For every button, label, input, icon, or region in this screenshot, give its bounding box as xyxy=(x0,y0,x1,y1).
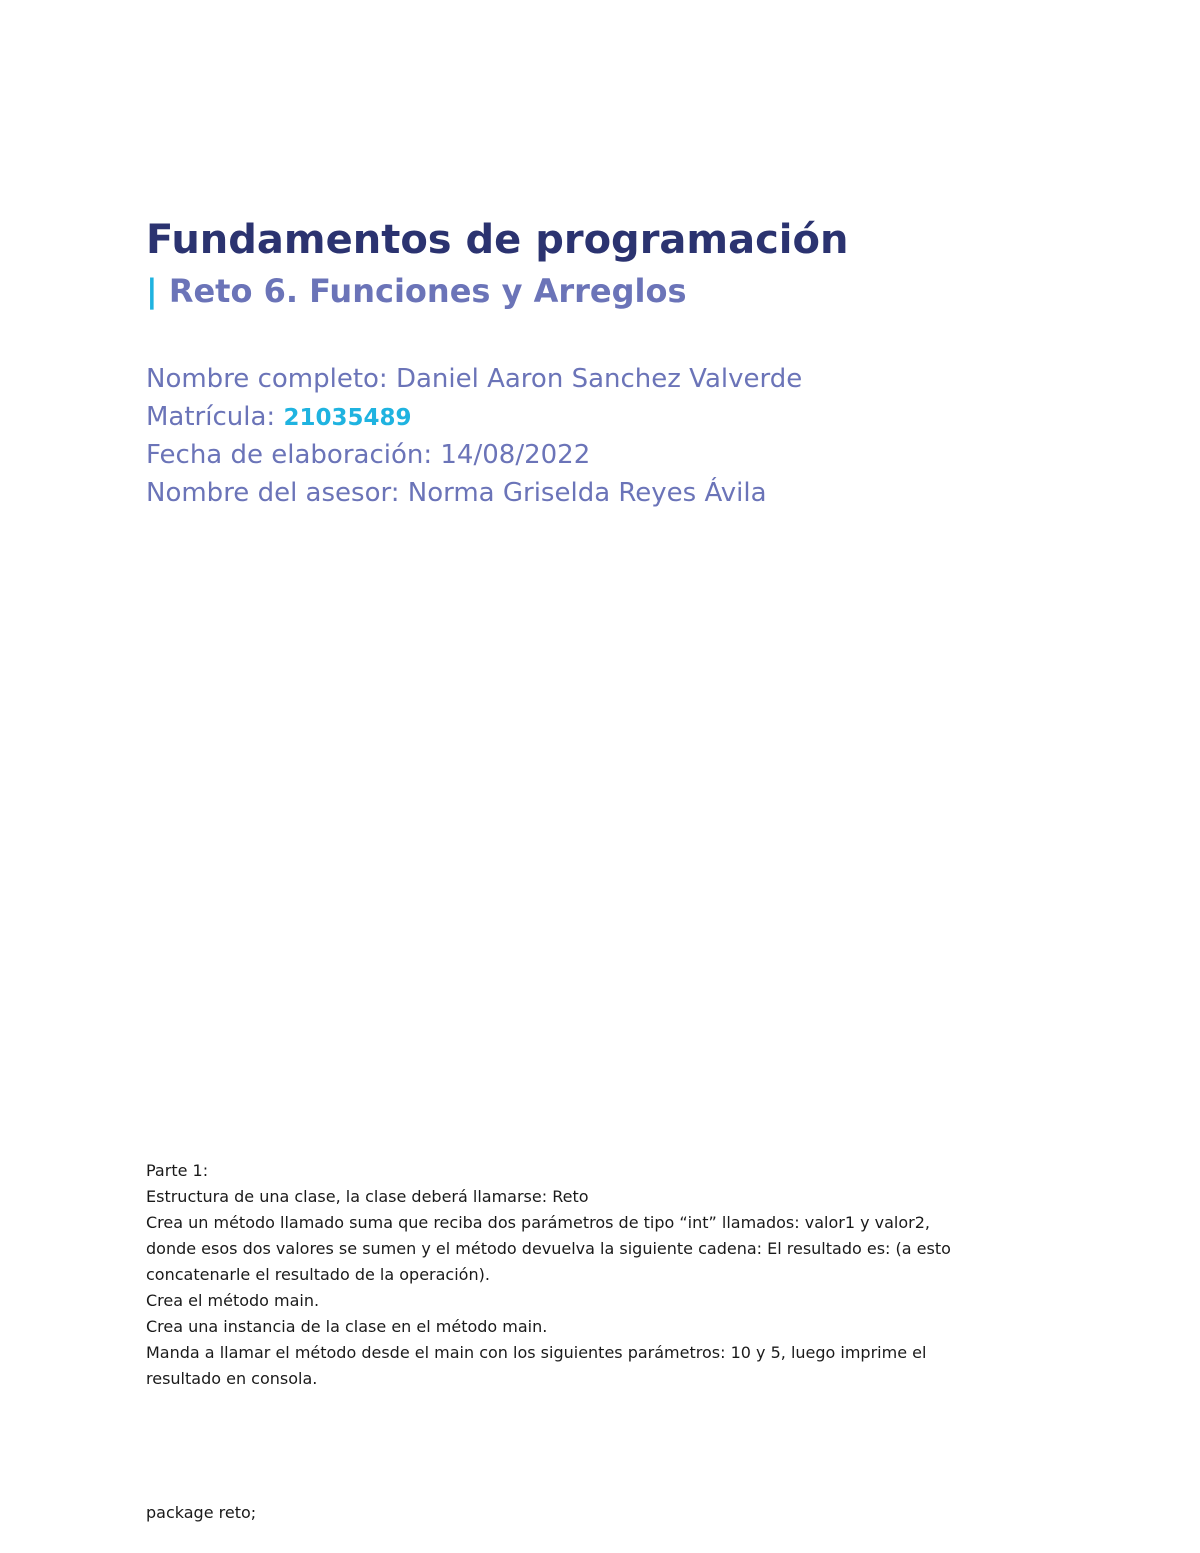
nombre-label: Nombre completo: xyxy=(146,364,388,394)
instruction-line: Crea una instancia de la clase en el método main. xyxy=(146,1317,548,1336)
asesor-label: Nombre del asesor: xyxy=(146,478,400,508)
page-subtitle xyxy=(146,268,687,314)
instructions xyxy=(146,1158,1026,1392)
nombre-value: Daniel Aaron Sanchez Valverde xyxy=(395,364,803,394)
instruction-line: Crea el método main. xyxy=(146,1291,320,1310)
matricula-line xyxy=(146,398,802,436)
subtitle-text: Reto 6. Funciones y Arreglos xyxy=(168,272,687,310)
subtitle-accent-bar: | xyxy=(146,272,158,310)
asesor-value: Norma Griselda Reyes Ávila xyxy=(407,478,767,508)
instruction-line: concatenarle el resultado de la operación). xyxy=(146,1265,490,1284)
code-first-line: package reto; xyxy=(146,1503,257,1522)
instruction-line: Parte 1: xyxy=(146,1161,209,1180)
student-info xyxy=(146,360,802,512)
instruction-line: resultado en consola. xyxy=(146,1369,318,1388)
matricula-label: Matrícula: xyxy=(146,402,276,432)
instruction-line: Crea un método llamado suma que reciba dos parámetros de tipo “int” llamados: valor1 y valor2, xyxy=(146,1213,930,1232)
fecha-value: 14/08/2022 xyxy=(440,440,591,470)
asesor-line xyxy=(146,474,802,512)
nombre-line xyxy=(146,360,802,398)
fecha-line xyxy=(146,436,802,474)
instruction-line: Manda a llamar el método desde el main con los siguientes parámetros: 10 y 5, luego imprime el xyxy=(146,1343,927,1362)
page-title: Fundamentos de programación xyxy=(146,217,849,263)
instruction-line: Estructura de una clase, la clase deberá llamarse: Reto xyxy=(146,1187,589,1206)
instruction-line: donde esos dos valores se sumen y el método devuelva la siguiente cadena: El resultado es: (a esto xyxy=(146,1239,951,1258)
fecha-label: Fecha de elaboración: xyxy=(146,440,433,470)
matricula-value: 21035489 xyxy=(283,405,412,431)
